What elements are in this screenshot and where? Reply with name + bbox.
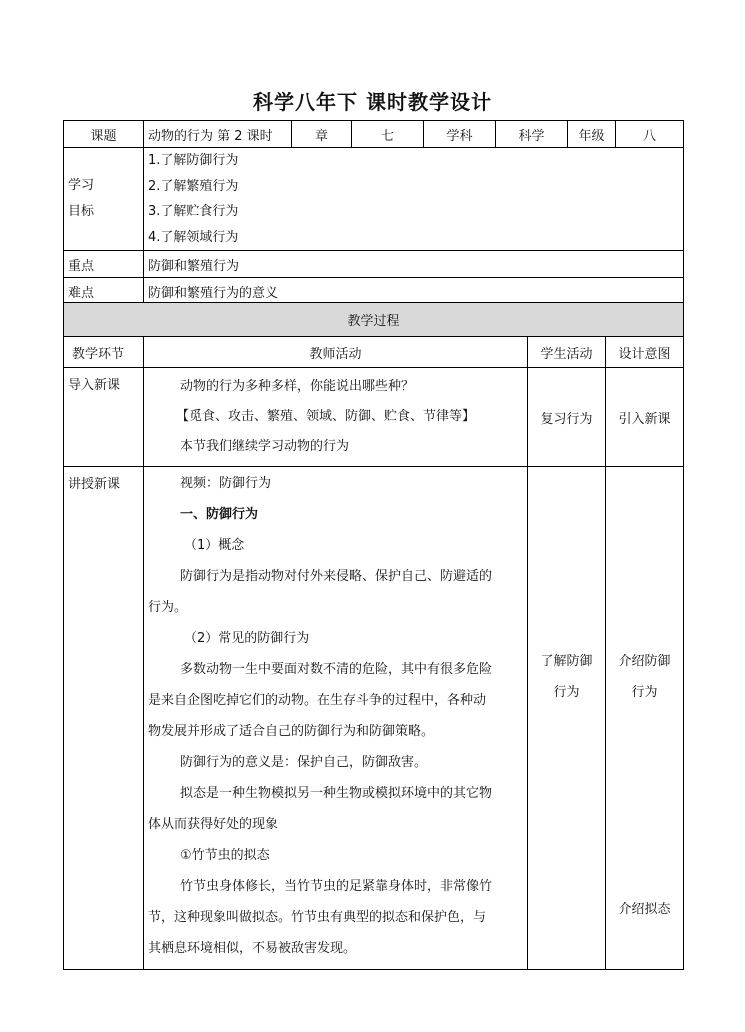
lecture-student	[528, 467, 606, 970]
lecture-text: 拟态是一种生物模拟另一种生物或模拟环境中的其它物	[180, 786, 493, 801]
goal-item: 4.了解领域行为	[148, 229, 239, 245]
lecture-heading: 一、防御行为	[180, 507, 259, 522]
lecture-text: 防御行为是指动物对付外来侵略、保护自己、防避适的	[180, 569, 493, 584]
column-header-row	[64, 337, 684, 368]
page-title: 科学八年下 课时教学设计	[253, 90, 492, 114]
goals-row	[64, 148, 684, 251]
lecture-text: 是来自企图吃掉它们的动物。在生存斗争的过程中，各种动	[148, 693, 487, 708]
difficulty-value: 防御和繁殖行为的意义	[144, 278, 684, 305]
goals-label-line1: 学习	[68, 178, 95, 193]
lecture-intent-line: 介绍拟态	[618, 902, 671, 917]
intro-teacher	[144, 368, 528, 467]
subject-value: 科学	[496, 121, 568, 148]
lecture-subheading: ①竹节虫的拟态	[180, 848, 270, 863]
intro-line: 【觅食、攻击、繁殖、领域、防御、贮食、节律等】	[176, 409, 476, 424]
chapter-label: 章	[292, 121, 352, 148]
subject-label: 学科	[424, 121, 496, 148]
grade-label: 年级	[568, 121, 616, 148]
process-table	[63, 302, 684, 970]
key-point-row	[64, 251, 684, 278]
lesson-label: 课题	[64, 121, 144, 148]
intro-stage: 导入新课	[64, 368, 144, 467]
lecture-text: 多数动物一生中要面对数不清的危险，其中有很多危险	[180, 662, 493, 677]
lecture-text: 其栖息环境相似，不易被敌害发现。	[148, 941, 357, 956]
process-header: 教学过程	[64, 303, 684, 337]
lecture-video: 视频：防御行为	[180, 476, 272, 491]
lecture-subheading: （1）概念	[184, 538, 245, 553]
lecture-student-line: 了解防御	[540, 654, 593, 669]
lecture-intent	[606, 467, 684, 970]
lecture-text: 竹节虫身体修长，当竹节虫的足紧靠身体时，非常像竹	[180, 879, 493, 894]
column-header: 学生活动	[528, 337, 606, 368]
intro-row	[64, 368, 684, 467]
goals-label	[64, 148, 144, 251]
lecture-text: 防御行为的意义是：保护自己，防御敌害。	[180, 755, 428, 770]
goal-item: 1.了解防御行为	[148, 153, 239, 168]
column-header: 教师活动	[144, 337, 528, 368]
info-row	[64, 121, 684, 148]
lecture-teacher	[144, 467, 528, 970]
key-point-value: 防御和繁殖行为	[144, 251, 684, 278]
column-header: 教学环节	[64, 337, 144, 368]
lecture-student-line: 行为	[553, 685, 580, 700]
difficulty-label: 难点	[64, 278, 144, 305]
goals-label-line2: 目标	[68, 204, 95, 219]
lecture-text: 行为。	[148, 600, 188, 615]
lecture-row	[64, 467, 684, 970]
lecture-stage: 讲授新课	[64, 467, 144, 970]
goal-item: 3.了解贮食行为	[148, 204, 239, 219]
intro-intent: 引入新课	[606, 368, 684, 467]
intro-line: 本节我们继续学习动物的行为	[180, 439, 350, 454]
goals-list	[144, 148, 684, 251]
lecture-intent-line: 介绍防御	[618, 654, 671, 669]
chapter-value: 七	[352, 121, 424, 148]
column-header: 设计意图	[606, 337, 684, 368]
grade-value: 八	[616, 121, 684, 148]
lecture-text: 体从而获得好处的现象	[148, 817, 279, 832]
intro-line: 动物的行为多种多样，你能说出哪些种？	[180, 379, 415, 394]
lecture-intent-line: 行为	[631, 685, 658, 700]
lecture-text: 物发展并形成了适合自己的防御行为和防御策略。	[148, 724, 435, 739]
lecture-text: 节，这种现象叫做拟态。竹节虫有典型的拟态和保护色，与	[148, 910, 487, 925]
difficulty-row	[64, 278, 684, 305]
intro-student: 复习行为	[528, 368, 606, 467]
lesson-value: 动物的行为 第 2 课时	[144, 121, 292, 148]
lecture-subheading: （2）常见的防御行为	[184, 631, 310, 646]
goal-item: 2.了解繁殖行为	[148, 178, 239, 194]
lesson-info-table	[63, 120, 684, 305]
key-point-label: 重点	[64, 251, 144, 278]
